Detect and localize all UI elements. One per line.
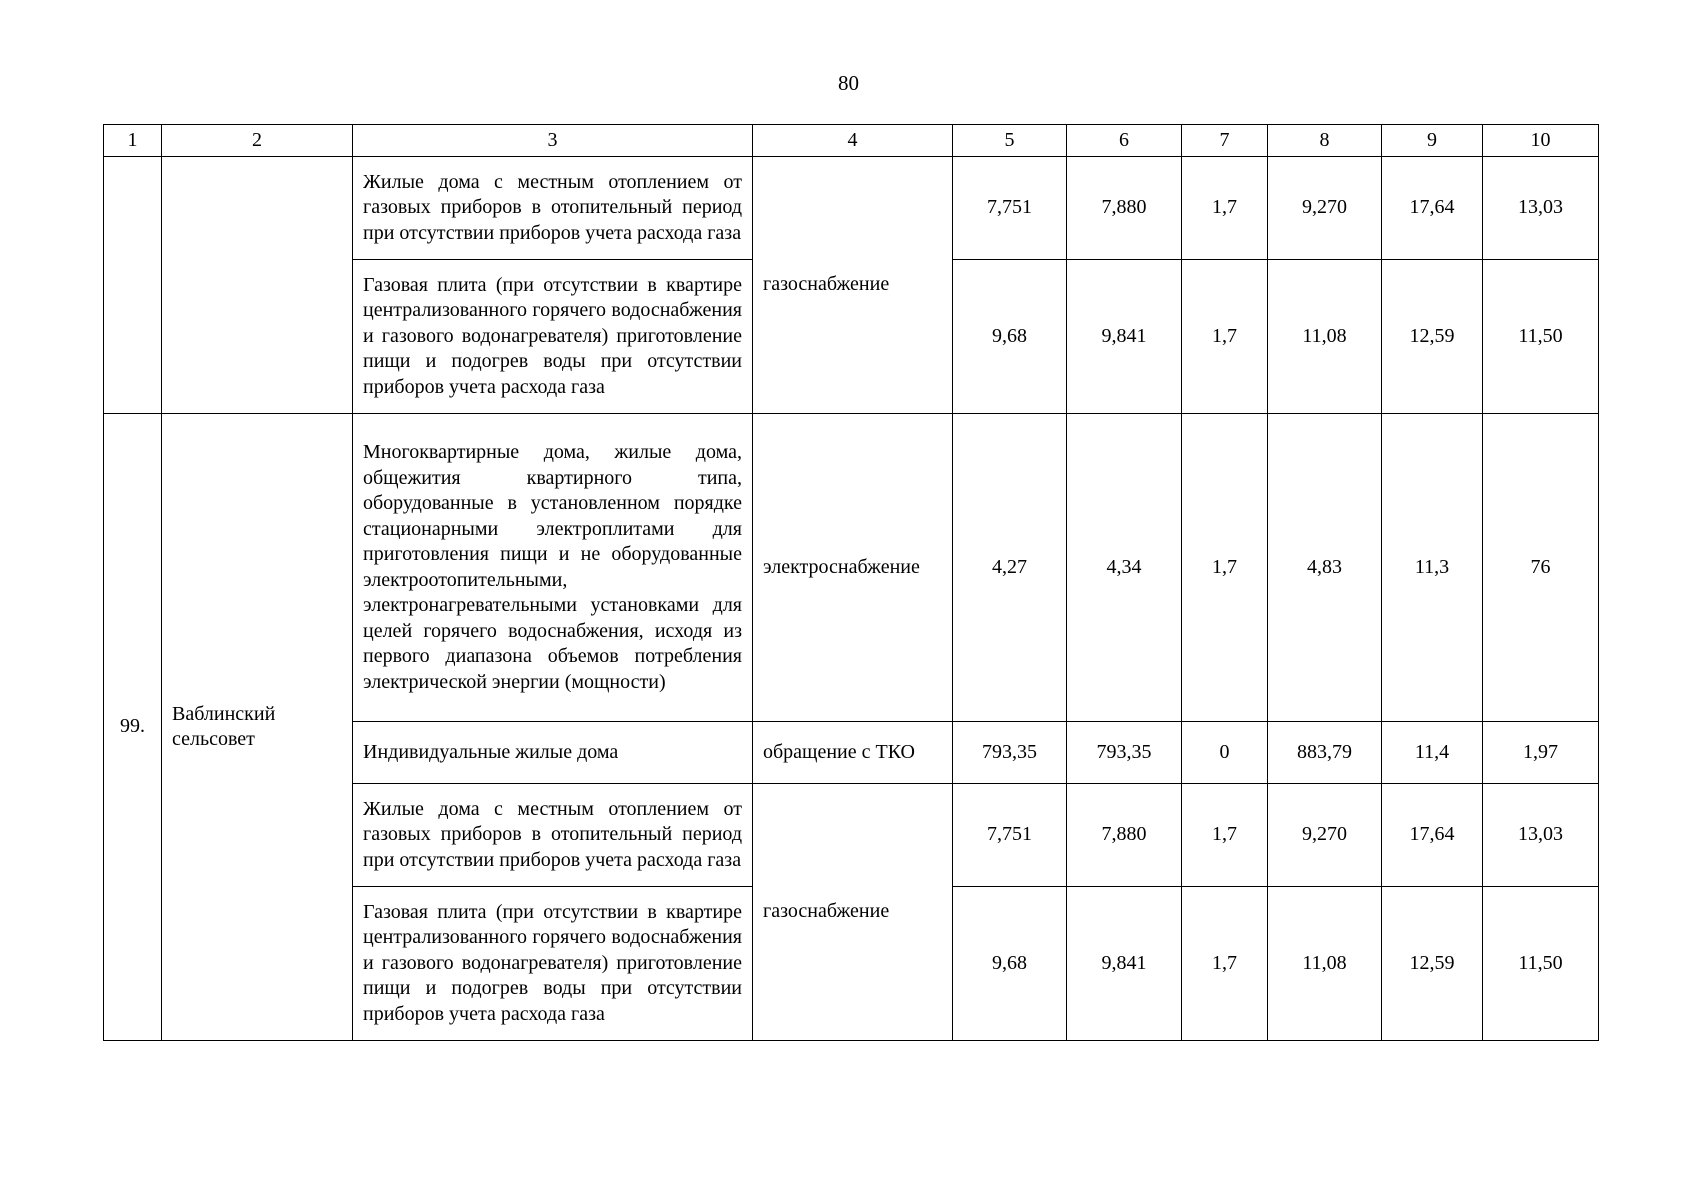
value-cell: 7,880 xyxy=(1067,157,1182,260)
value-cell: 12,59 xyxy=(1382,260,1483,414)
value-cell: 1,7 xyxy=(1182,887,1268,1041)
value-cell: 883,79 xyxy=(1268,722,1382,784)
value-cell: 4,27 xyxy=(953,414,1067,722)
municipality-cell: Ваблинский сельсовет xyxy=(162,414,353,1041)
value-cell: 7,880 xyxy=(1067,784,1182,887)
utility-service-cell: газоснабжение xyxy=(753,784,953,1041)
value-cell: 1,7 xyxy=(1182,414,1268,722)
header-cell: 3 xyxy=(353,125,753,157)
value-cell: 17,64 xyxy=(1382,784,1483,887)
header-cell: 5 xyxy=(953,125,1067,157)
value-cell: 11,08 xyxy=(1268,260,1382,414)
value-cell: 9,270 xyxy=(1268,784,1382,887)
row-number-cell: 99. xyxy=(104,414,162,1041)
consumer-category-cell: Индивидуальные жилые дома xyxy=(353,722,753,784)
header-cell: 1 xyxy=(104,125,162,157)
consumer-category-cell: Газовая плита (при отсутствии в квартире централизованного горячего водоснабжения и газового водонагревателя) приготовление пищи и подогрев воды при отсутствии приборов учета расхода газа xyxy=(353,887,753,1041)
header-cell: 4 xyxy=(753,125,953,157)
value-cell: 1,97 xyxy=(1483,722,1599,784)
value-cell: 12,59 xyxy=(1382,887,1483,1041)
municipality-cell xyxy=(162,157,353,414)
value-cell: 793,35 xyxy=(953,722,1067,784)
row-number-cell xyxy=(104,157,162,414)
value-cell: 11,08 xyxy=(1268,887,1382,1041)
header-cell: 10 xyxy=(1483,125,1599,157)
value-cell: 793,35 xyxy=(1067,722,1182,784)
value-cell: 11,3 xyxy=(1382,414,1483,722)
value-cell: 7,751 xyxy=(953,784,1067,887)
value-cell: 1,7 xyxy=(1182,260,1268,414)
header-row xyxy=(104,125,1599,157)
value-cell: 9,68 xyxy=(953,260,1067,414)
value-cell: 17,64 xyxy=(1382,157,1483,260)
utility-service-cell: электроснабжение xyxy=(753,414,953,722)
header-cell: 2 xyxy=(162,125,353,157)
value-cell: 11,50 xyxy=(1483,260,1599,414)
value-cell: 76 xyxy=(1483,414,1599,722)
value-cell: 1,7 xyxy=(1182,784,1268,887)
header-cell: 9 xyxy=(1382,125,1483,157)
value-cell: 13,03 xyxy=(1483,784,1599,887)
table-row xyxy=(104,414,1599,722)
consumer-category-cell: Жилые дома с местным отоплением от газовых приборов в отопительный период при отсутствии приборов учета расхода газа xyxy=(353,784,753,887)
consumer-category-cell: Многоквартирные дома, жилые дома, общежития квартирного типа, оборудованные в установленном порядке стационарными электроплитами для приготовления пищи и не оборудованные электроотопительными, электронагревательными установками для целей горячего водоснабжения, исходя из первого диапазона объемов потребления электрической энергии (мощности) xyxy=(353,414,753,722)
value-cell: 7,751 xyxy=(953,157,1067,260)
value-cell: 9,841 xyxy=(1067,887,1182,1041)
value-cell: 1,7 xyxy=(1182,157,1268,260)
value-cell: 4,83 xyxy=(1268,414,1382,722)
value-cell: 11,50 xyxy=(1483,887,1599,1041)
value-cell: 11,4 xyxy=(1382,722,1483,784)
header-cell: 8 xyxy=(1268,125,1382,157)
value-cell: 4,34 xyxy=(1067,414,1182,722)
utility-service-cell: обращение с ТКО xyxy=(753,722,953,784)
header-cell: 7 xyxy=(1182,125,1268,157)
utility-service-cell: газоснабжение xyxy=(753,157,953,414)
tariff-table xyxy=(103,124,1599,1041)
value-cell: 9,68 xyxy=(953,887,1067,1041)
header-cell: 6 xyxy=(1067,125,1182,157)
value-cell: 0 xyxy=(1182,722,1268,784)
page-number: 80 xyxy=(838,71,859,95)
value-cell: 13,03 xyxy=(1483,157,1599,260)
consumer-category-cell: Жилые дома с местным отоплением от газовых приборов в отопительный период при отсутствии приборов учета расхода газа xyxy=(353,157,753,260)
consumer-category-cell: Газовая плита (при отсутствии в квартире централизованного горячего водоснабжения и газового водонагревателя) приготовление пищи и подогрев воды при отсутствии приборов учета расхода газа xyxy=(353,260,753,414)
value-cell: 9,270 xyxy=(1268,157,1382,260)
value-cell: 9,841 xyxy=(1067,260,1182,414)
table-row xyxy=(104,157,1599,260)
